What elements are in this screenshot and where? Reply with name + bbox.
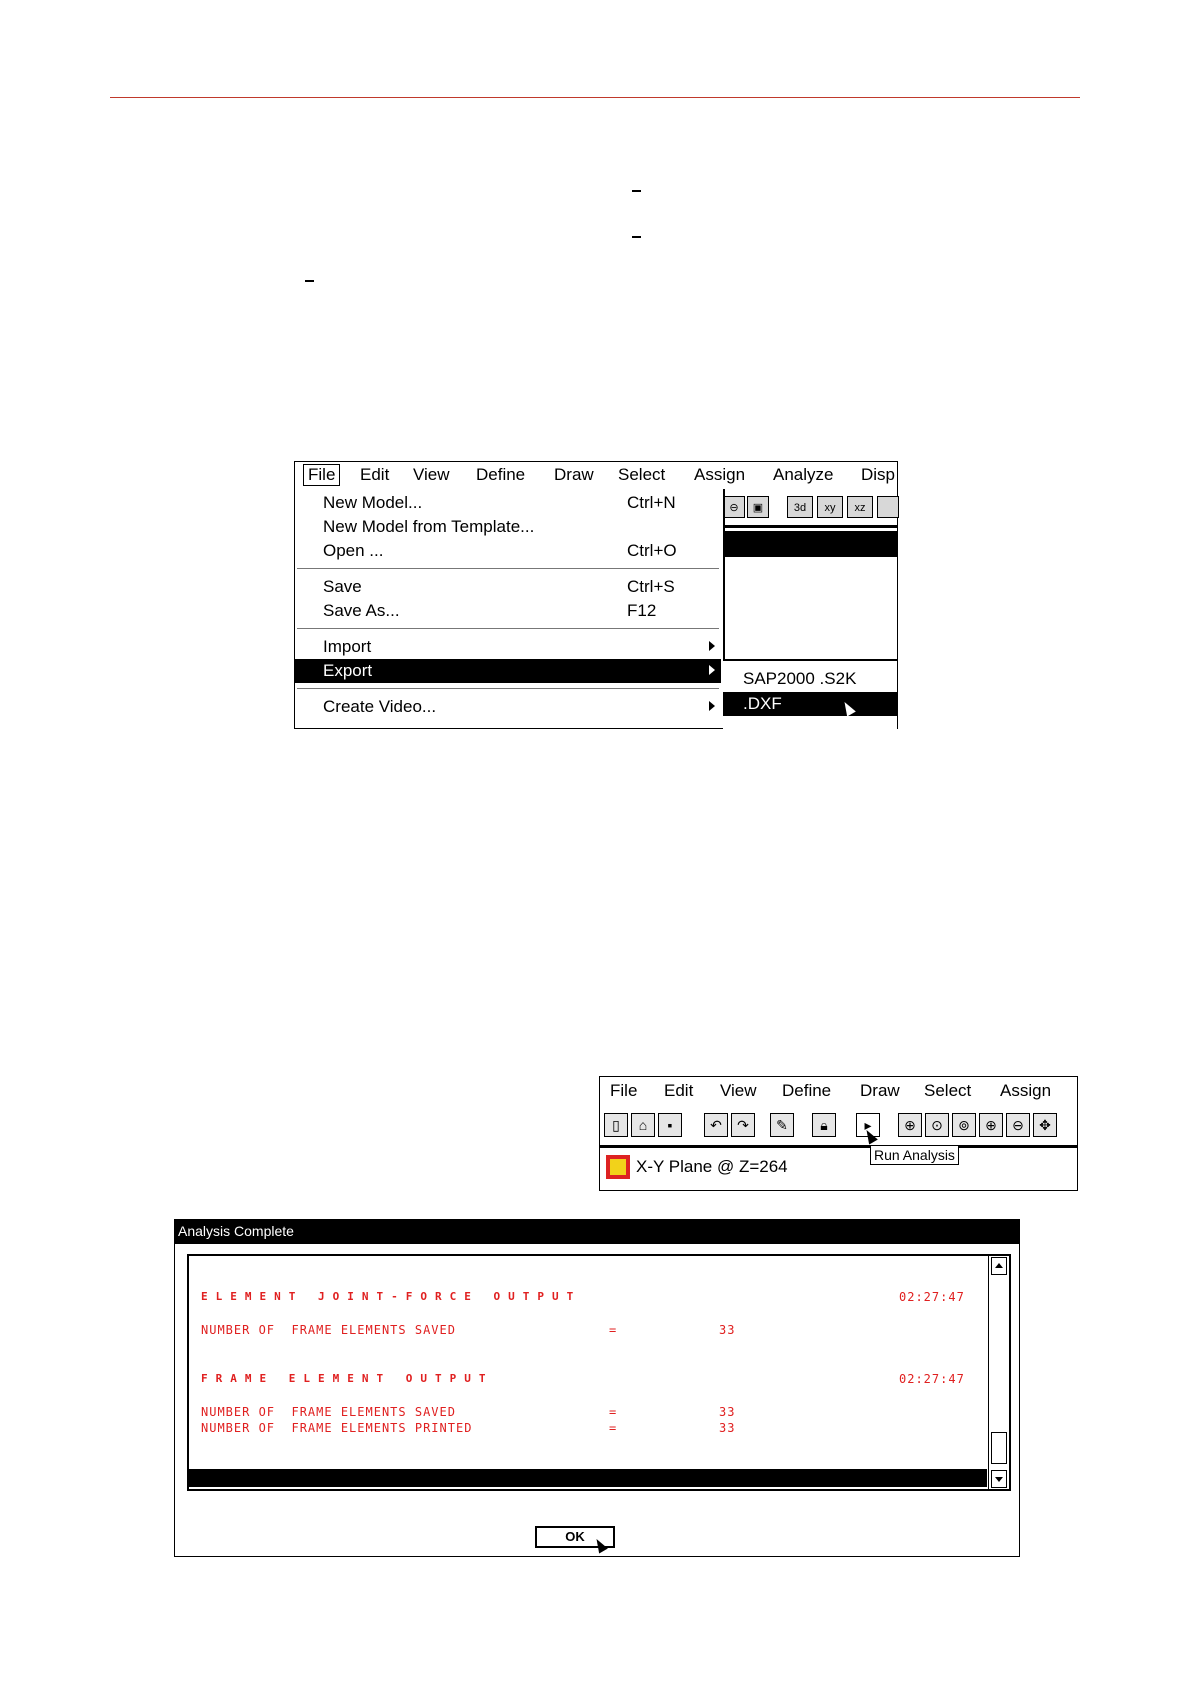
menu-item-new-model[interactable]: New Model... Ctrl+N (323, 493, 676, 512)
plane-label: X-Y Plane @ Z=264 (636, 1157, 788, 1176)
vertical-scrollbar[interactable] (988, 1256, 1009, 1489)
toolbar (600, 1109, 1077, 1145)
menu-edit[interactable]: Edit (360, 465, 390, 484)
output-line-eq: = (609, 1323, 618, 1337)
toolbar-divider (600, 1145, 1077, 1148)
analysis-status-bar (189, 1469, 987, 1520)
toolbar-strip (721, 494, 897, 522)
zoom-restore-icon[interactable]: ⊙ (925, 1113, 949, 1137)
run-analysis-tooltip: Run Analysis (870, 1145, 959, 1165)
output-line-eq: = (609, 1405, 618, 1419)
zoom-out-icon[interactable]: ⊖ (1006, 1113, 1030, 1137)
status-text: ANALYSIS COMPLETE (201, 1489, 450, 1502)
view-3d-button[interactable]: 3d (787, 496, 813, 518)
window-border (721, 525, 897, 528)
menu-define[interactable]: Define (476, 465, 526, 484)
view-xy-button[interactable]: xy (817, 496, 843, 518)
menu-define[interactable]: Define (782, 1081, 832, 1100)
output-line-value: 33 (719, 1323, 736, 1337)
save-view-icon[interactable]: ▣ (747, 496, 769, 518)
menu-item-create-video[interactable]: Create Video... (295, 695, 721, 719)
menu-draw[interactable]: Draw (860, 1081, 900, 1100)
menu-item-new-from-template[interactable]: New Model from Template... (323, 517, 535, 536)
menu-view[interactable]: View (720, 1081, 757, 1100)
menu-file[interactable]: File (610, 1081, 638, 1100)
scroll-up-icon[interactable] (991, 1257, 1007, 1275)
menu-file[interactable]: File (303, 464, 340, 486)
menu-analyze[interactable]: Analyze (773, 465, 834, 484)
file-menu-screenshot (294, 461, 898, 729)
open-folder-icon[interactable]: ⌂ (631, 1113, 655, 1137)
menubar (295, 462, 897, 489)
submenu-arrow-icon (709, 665, 715, 675)
status-timestamp: 2001/10/30 02:27:48 (779, 1507, 932, 1520)
window-titlebar (721, 531, 897, 557)
zoom-out-icon[interactable]: ⊖ (723, 496, 745, 518)
ok-button[interactable]: OK (535, 1526, 615, 1548)
underline-mark (632, 190, 641, 192)
analysis-output-pane[interactable] (187, 1254, 1011, 1520)
underline-mark (305, 280, 314, 282)
zoom-previous-icon[interactable]: ⊚ (952, 1113, 976, 1137)
output-line-label: NUMBER OF FRAME ELEMENTS SAVED (201, 1323, 456, 1337)
export-submenu (723, 659, 897, 730)
view-yz-button[interactable] (877, 496, 899, 518)
pan-icon[interactable]: ✥ (1033, 1113, 1057, 1137)
file-dropdown (295, 489, 725, 728)
output-time: 02:27:47 (899, 1290, 965, 1304)
run-analysis-button[interactable]: ▸ (856, 1113, 880, 1137)
output-line-eq: = (609, 1421, 618, 1435)
menu-draw[interactable]: Draw (554, 465, 594, 484)
menu-assign[interactable]: Assign (694, 465, 746, 484)
redo-icon[interactable]: ↷ (731, 1113, 755, 1137)
menu-separator (297, 568, 719, 570)
output-line-value: 33 (719, 1405, 736, 1419)
dialog-title: Analysis Complete (175, 1220, 1019, 1244)
undo-icon[interactable]: ↶ (704, 1113, 728, 1137)
menu-display[interactable]: Disp (861, 465, 896, 484)
submenu-arrow-icon (709, 641, 715, 651)
menu-item-save[interactable]: Save Ctrl+S (323, 577, 675, 596)
menu-item-save-as[interactable]: Save As... F12 (323, 601, 657, 620)
output-time: 02:27:47 (899, 1372, 965, 1386)
submenu-arrow-icon (709, 701, 715, 711)
menu-edit[interactable]: Edit (664, 1081, 694, 1100)
plane-view-icon (606, 1155, 630, 1179)
menu-item-export[interactable]: Export (295, 659, 721, 683)
toolbar-screenshot (599, 1076, 1078, 1191)
view-xz-button[interactable]: xz (847, 496, 873, 518)
underline-mark (632, 236, 641, 238)
menu-assign[interactable]: Assign (1000, 1081, 1052, 1100)
menu-select[interactable]: Select (618, 465, 666, 484)
submenu-item-dxf[interactable]: .DXF (723, 692, 897, 716)
analysis-complete-dialog (174, 1219, 1020, 1557)
menu-separator (297, 688, 719, 690)
zoom-in-icon[interactable]: ⊕ (979, 1113, 1003, 1137)
menu-separator (297, 628, 719, 630)
menu-item-open[interactable]: Open ... Ctrl+O (323, 541, 677, 560)
scroll-thumb[interactable] (991, 1432, 1007, 1464)
lock-icon[interactable]: 🔒︎ (812, 1113, 836, 1137)
scroll-down-icon[interactable] (991, 1470, 1007, 1488)
submenu-item-s2k[interactable]: SAP2000 .S2K (743, 669, 857, 688)
output-line-label: NUMBER OF FRAME ELEMENTS SAVED (201, 1405, 456, 1419)
output-heading: FRAME ELEMENT OUTPUT (201, 1372, 494, 1385)
output-line-value: 33 (719, 1421, 736, 1435)
output-line-label: NUMBER OF FRAME ELEMENTS PRINTED (201, 1421, 473, 1435)
pencil-icon[interactable]: ✎ (770, 1113, 794, 1137)
output-heading: ELEMENT JOINT-FORCE OUTPUT (201, 1290, 582, 1303)
zoom-rubberband-icon[interactable]: ⊕ (898, 1113, 922, 1137)
header-rule (110, 97, 1080, 98)
menu-view[interactable]: View (413, 465, 450, 484)
new-file-icon[interactable]: ▯ (604, 1113, 628, 1137)
menu-select[interactable]: Select (924, 1081, 972, 1100)
save-icon[interactable]: ▪ (658, 1113, 682, 1137)
menu-item-import[interactable]: Import (295, 635, 721, 659)
